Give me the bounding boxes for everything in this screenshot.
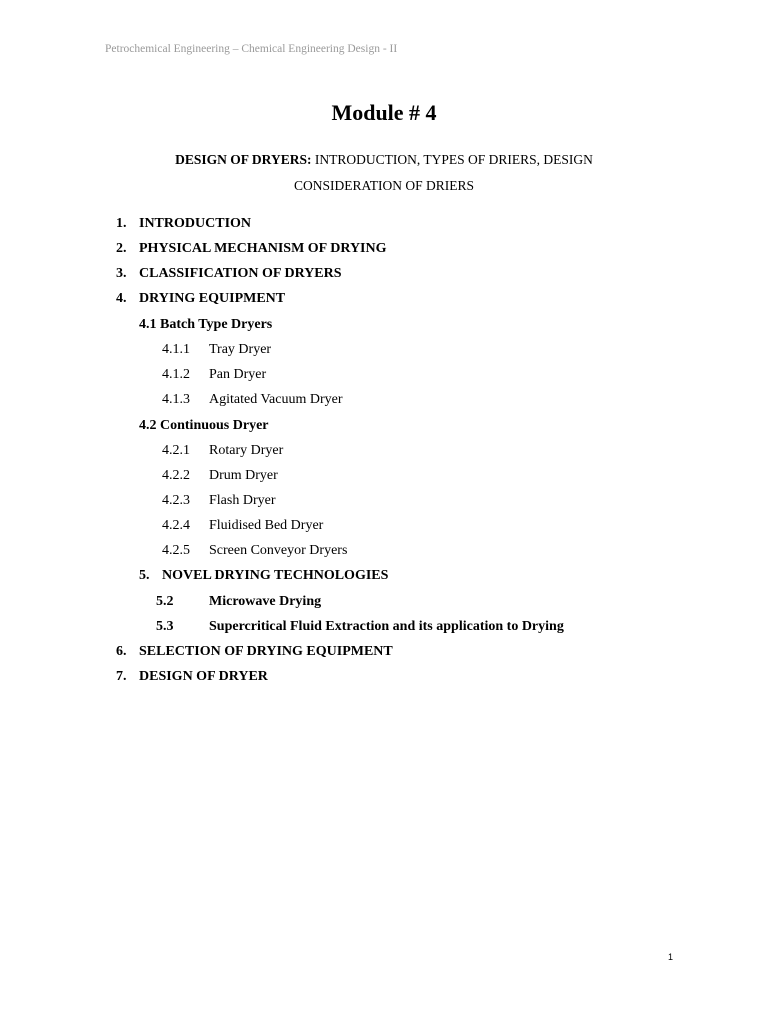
toc-number: 2.: [116, 241, 127, 256]
toc-item-novel-drying-technologies: [139, 567, 388, 585]
toc-label: INTRODUCTION: [139, 216, 252, 231]
toc-number: 3.: [116, 266, 127, 281]
toc-number: 6.: [116, 644, 127, 659]
toc-item-drum-dryer: [162, 467, 278, 485]
toc-number: 4.2.3: [162, 493, 190, 508]
subtitle-line-2: CONSIDERATION OF DRIERS: [293, 178, 474, 193]
toc-label: Screen Conveyor Dryers: [209, 543, 348, 558]
toc-label: DESIGN OF DRYER: [139, 669, 268, 684]
subtitle-bold: DESIGN OF DRYERS:: [175, 152, 312, 167]
toc-item-continuous-dryer: 4.2 Continuous Dryer: [139, 418, 269, 433]
toc-label: DRYING EQUIPMENT: [139, 291, 286, 306]
toc-number: 1.: [116, 216, 127, 231]
toc-label: Agitated Vacuum Dryer: [209, 392, 343, 407]
toc-number: 5.2: [156, 594, 174, 609]
toc-label: CLASSIFICATION OF DRYERS: [139, 266, 342, 281]
toc-number: 4.2.2: [162, 468, 190, 483]
toc-label: PHYSICAL MECHANISM OF DRYING: [139, 241, 387, 256]
toc-item-batch-type-dryers: 4.1 Batch Type Dryers: [139, 317, 273, 332]
toc-item-design-of-dryer: [116, 668, 268, 686]
toc-number: 7.: [116, 669, 127, 684]
toc-label: Flash Dryer: [209, 493, 276, 508]
toc-label: Pan Dryer: [209, 367, 267, 382]
toc-number: 4.: [116, 291, 127, 306]
toc-item-physical-mechanism: [116, 240, 387, 258]
toc-label: SELECTION OF DRYING EQUIPMENT: [139, 644, 393, 659]
toc-item-pan-dryer: [162, 366, 266, 384]
toc-number: 4.2.4: [162, 518, 190, 533]
toc-number: 4.1.1: [162, 342, 190, 357]
toc-item-screen-conveyor-dryers: [162, 542, 347, 560]
toc-label: Tray Dryer: [209, 342, 272, 357]
toc-item-agitated-vacuum-dryer: [162, 391, 342, 409]
toc-number: 4.2.1: [162, 443, 190, 458]
subtitle-line-1: [0, 152, 768, 168]
toc-item-fluidised-bed-dryer: [162, 517, 323, 535]
page-number: 1: [668, 952, 674, 962]
toc-label: Fluidised Bed Dryer: [209, 518, 324, 533]
module-title: Module # 4: [331, 100, 437, 125]
toc-label: Microwave Drying: [209, 594, 322, 609]
toc-label: NOVEL DRYING TECHNOLOGIES: [162, 568, 389, 583]
toc-item-supercritical-fluid-extraction: [156, 618, 564, 636]
toc-label: Supercritical Fluid Extraction and its application to Drying: [209, 619, 564, 634]
toc-item-tray-dryer: [162, 341, 271, 359]
toc-label: Rotary Dryer: [209, 443, 284, 458]
toc-item-selection-of-drying-equipment: [116, 643, 393, 661]
running-header: Petrochemical Engineering – Chemical Engineering Design - II: [105, 43, 398, 55]
toc-number: 4.1.2: [162, 367, 190, 382]
toc-item-introduction: [116, 215, 251, 233]
toc-item-drying-equipment: [116, 290, 285, 308]
toc-label: Drum Dryer: [209, 468, 278, 483]
toc-number: 5.3: [156, 619, 174, 634]
subtitle-rest: INTRODUCTION, TYPES OF DRIERS, DESIGN: [311, 152, 593, 167]
toc-item-classification: [116, 265, 342, 283]
toc-number: 4.2.5: [162, 543, 190, 558]
toc-number: 4.1.3: [162, 392, 190, 407]
toc-item-rotary-dryer: [162, 442, 283, 460]
toc-number: 5.: [139, 568, 150, 583]
toc-item-flash-dryer: [162, 492, 276, 510]
toc-item-microwave-drying: [156, 593, 321, 611]
